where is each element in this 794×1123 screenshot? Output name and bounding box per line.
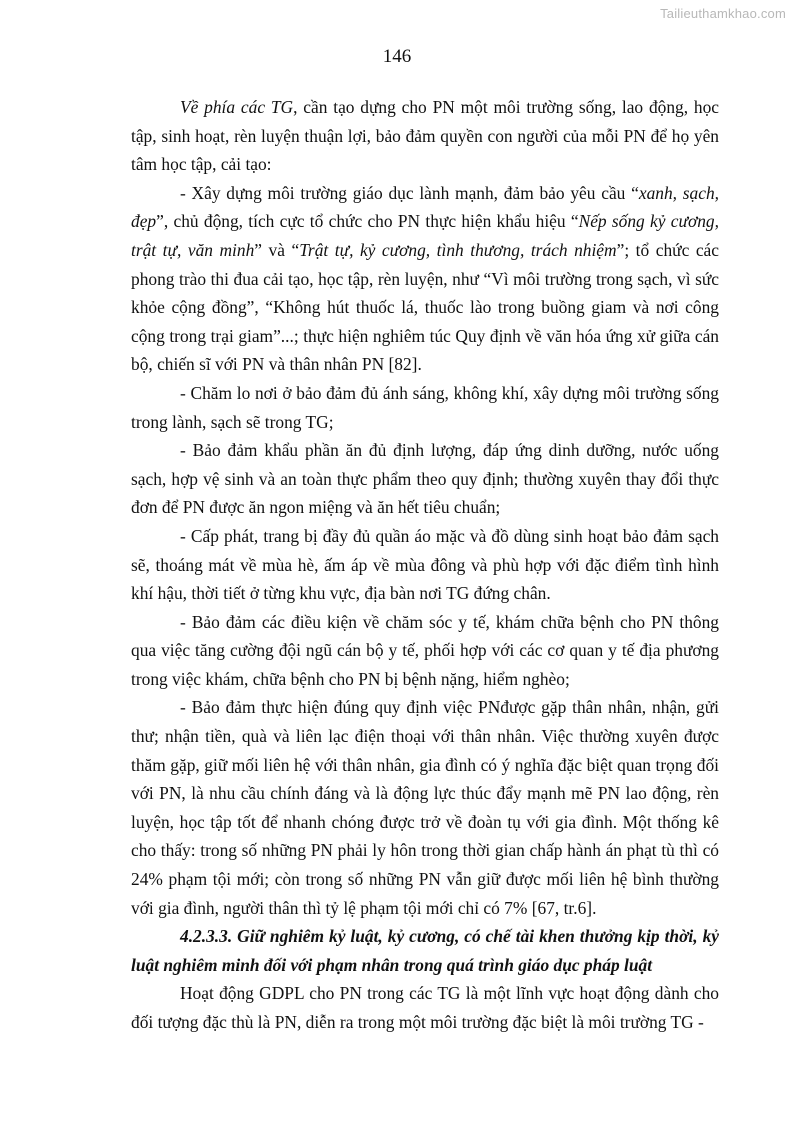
paragraph-bullet-food: - Bảo đảm khẩu phần ăn đủ định lượng, đáp ứng dinh dưỡng, nước uống sạch, hợp vệ sinh và an toàn thực phẩm theo quy định; thường xuyên thay đổi thực đơn để PN được ăn ngon miệng và ăn hết tiêu chuẩn; (131, 440, 719, 518)
text-segment: ” và “ (254, 239, 300, 260)
paragraph-bullet-clothing: - Cấp phát, trang bị đầy đủ quần áo mặc và đồ dùng sinh hoạt bảo đảm sạch sẽ, thoáng mát về mùa hè, ấm áp về mùa đông và phù hợp với đặc điểm tình hình khí hậu, thời tiết ở từng khu vực, địa bàn nơi TG đứng chân. (131, 525, 719, 604)
section-heading: 4.2.3.3. Giữ nghiêm kỷ luật, kỷ cương, có chế tài khen thưởng kịp thời, kỷ luật nghiêm minh đối với phạm nhân trong quá trình giáo dục pháp luật (131, 926, 719, 975)
text-segment: - Xây dựng môi trường giáo dục lành mạnh, đảm bảo yêu cầu “ (180, 182, 639, 203)
italic-segment: Nếp sống kỷ cương, trật tự, văn minh (131, 211, 719, 260)
intro-lead: Về phía các TG (180, 97, 294, 117)
page-number: 146 (382, 46, 412, 67)
paragraph-bullet-healthcare: - Bảo đảm các điều kiện về chăm sóc y tế, khám chữa bệnh cho PN thông qua việc tăng cường đội ngũ cán bộ y tế, phối hợp với các cơ quan y tế địa phương trong việc khám, chữa bệnh cho PN bị bệnh nặng, hiểm nghèo; (131, 611, 719, 689)
watermark: Tailieuthamkhao.com (660, 6, 786, 21)
paragraph-bullet-family-contact: - Bảo đảm thực hiện đúng quy định việc PNđược gặp thân nhân, nhận, gửi thư; nhận tiền, quà và liên lạc điện thoại với thân nhân. Việc thường xuyên được thăm gặp, giữ mối liên hệ với thân nhân, gia đình có ý nghĩa đặc biệt quan trọng đối với PN, là nhu cầu chính đáng và là động lực thúc đẩy mạnh mẽ PN lao động, rèn luyện, học tập tốt để nhanh chóng được trở về đoàn tụ với gia đình. Một thống kê cho thấy: trong số những PN phải ly hôn trong thời gian chấp hành án phạt tù thì có 24% phạm tội mới; còn trong số những PN vẫn giữ được mối liên hệ bình thường với gia đình, người thân thì tỷ lệ phạm tội mới chỉ có 7% [67, tr.6]. (131, 697, 719, 918)
document-body (131, 93, 719, 1037)
text-segment: ”; tổ chức các phong trào thi đua cải tạo, học tập, rèn luyện, như “Vì môi trường trong sạch, vì sức khỏe cộng đồng”, “Không hút thuốc lá, thuốc lào trong buồng giam và nơi công cộng trong trại giam”...; thực hiện nghiêm túc Quy định về văn hóa ứng xử giữa cán bộ, chiến sĩ với PN và thân nhân PN [82]. (131, 239, 719, 375)
intro-text: , cần tạo dựng cho PN một môi trường sống, lao động, học tập, sinh hoạt, rèn luyện thuận lợi, bảo đảm quyền con người của mỗi PN để họ yên tâm học tập, cải tạo: (131, 97, 720, 175)
italic-segment: xanh, sạch, đẹp (131, 182, 719, 232)
paragraph-closing: Hoạt động GDPL cho PN trong các TG là một lĩnh vực hoạt động dành cho đối tượng đặc thù là PN, diễn ra trong một môi trường đặc biệt là môi trường TG - (131, 983, 719, 1032)
paragraph-bullet-environment (131, 179, 719, 379)
text-segment: ”, chủ động, tích cực tổ chức cho PN thực hiện khẩu hiệu “ (156, 211, 579, 232)
italic-segment: Trật tự, kỷ cương, tình thương, trách nhiệm (299, 239, 617, 260)
paragraph-intro (131, 93, 719, 179)
paragraph-bullet-housing: - Chăm lo nơi ở bảo đảm đủ ánh sáng, không khí, xây dựng môi trường sống trong lành, sạch sẽ trong TG; (131, 382, 719, 432)
